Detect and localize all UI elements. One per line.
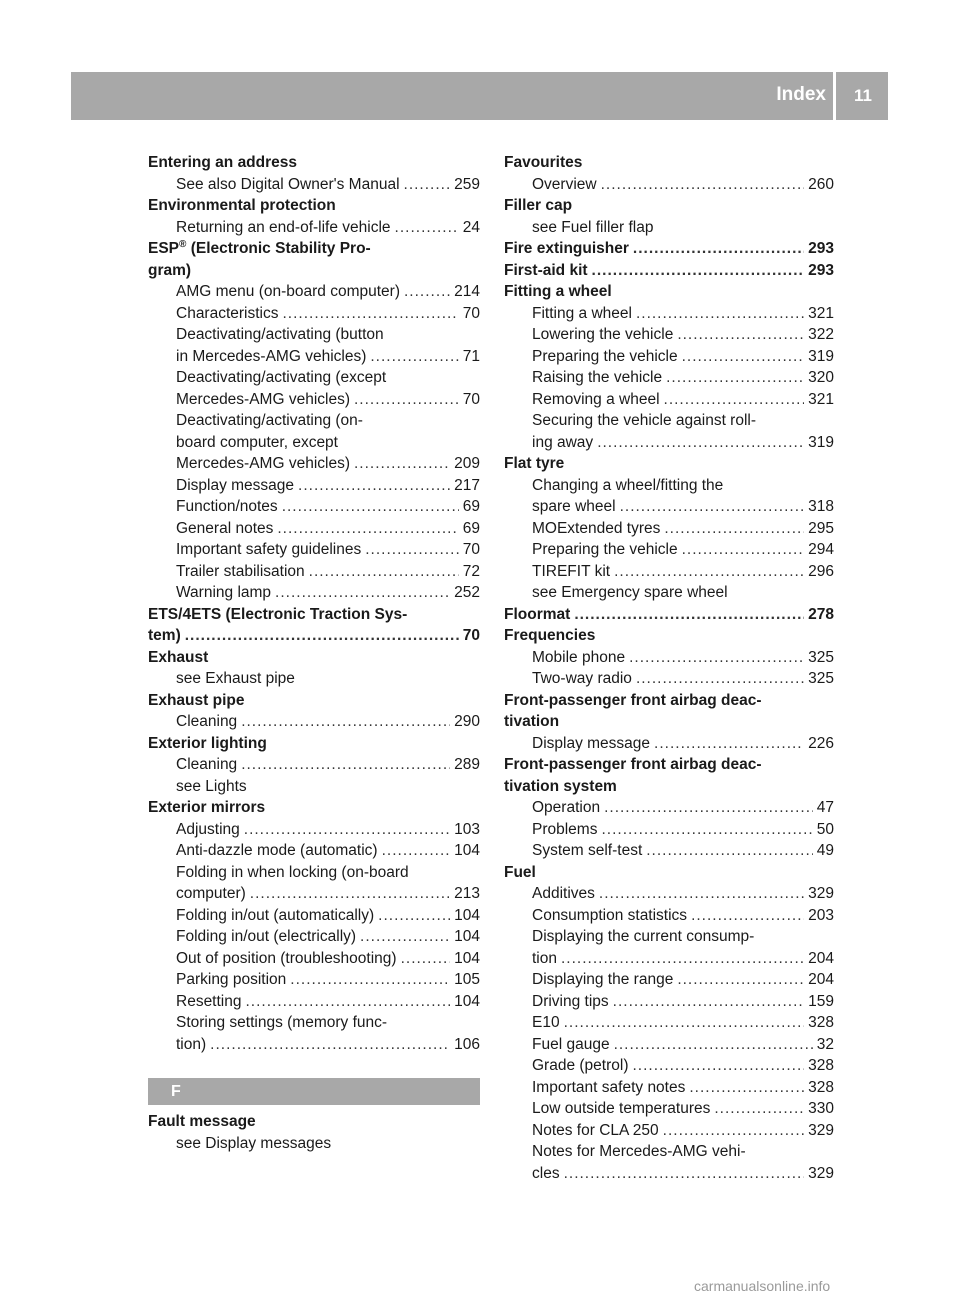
entry-text: Warning lamp [176, 584, 272, 601]
page-ref: 226 [808, 734, 834, 752]
entry-text: Cleaning [176, 713, 238, 730]
page-ref: 278 [808, 605, 834, 623]
page-ref: 329 [808, 1164, 834, 1182]
page-ref: 104 [454, 906, 480, 924]
page-ref: 328 [808, 1057, 834, 1074]
dot-leader [691, 905, 804, 927]
dot-leader [664, 518, 804, 540]
page-number: 11 [854, 86, 872, 105]
entry-text: Notes for CLA 250 [532, 1121, 659, 1139]
entry-text: Display message [532, 734, 651, 752]
page-ref: 217 [454, 476, 480, 494]
index-subentry: Deactivating/activating (except [176, 369, 387, 386]
page-ref: 49 [816, 842, 834, 859]
entry-text: Display message [176, 476, 295, 494]
entry-text: ing away [532, 433, 594, 451]
entry-text: Folding in/out (automatically) [176, 906, 375, 924]
index-subentry [504, 324, 834, 346]
page-ref: 104 [454, 928, 480, 945]
dot-leader [245, 991, 450, 1013]
index-subentry [148, 948, 480, 970]
index-heading: Flat tyre [504, 455, 565, 472]
dot-leader [677, 969, 804, 991]
index-subentry [504, 668, 834, 690]
page-ref: 328 [808, 1014, 834, 1031]
page-ref: 103 [454, 820, 480, 838]
index-subentry: see Emergency spare wheel [532, 584, 728, 601]
page-ref: 294 [808, 541, 834, 558]
index-subentry: Storing settings (memory func- [176, 1014, 388, 1031]
entry-text: E10 [532, 1014, 560, 1031]
page-ref: 293 [808, 261, 834, 279]
index-heading: Exhaust [148, 648, 209, 666]
page-ref: 325 [808, 648, 834, 666]
index-subentry: Folding in when locking (on-board [176, 863, 409, 881]
entry-text: TIREFIT kit [532, 562, 611, 580]
index-subentry [148, 819, 480, 841]
index-subentry [148, 389, 480, 411]
index-subentry [504, 1034, 834, 1056]
dot-leader [714, 1098, 804, 1120]
index-heading: Exhaust pipe [148, 691, 245, 709]
page-ref: 70 [462, 541, 480, 558]
index-subentry [504, 303, 834, 325]
dot-leader [354, 389, 459, 411]
index-subentry: see Fuel filler flap [532, 218, 654, 236]
page-ref: 260 [808, 175, 834, 193]
entry-text: tem) [148, 627, 181, 644]
page-ref: 320 [808, 369, 834, 386]
entry-text: Raising the vehicle [532, 369, 663, 386]
dot-leader [620, 496, 805, 518]
page-ref: 159 [808, 992, 834, 1010]
page-ref: 104 [454, 992, 480, 1010]
page-ref: 70 [462, 304, 480, 322]
index-subentry: Notes for Mercedes-AMG vehi- [532, 1143, 746, 1160]
dot-leader [360, 926, 450, 948]
index-heading [504, 604, 834, 626]
dot-leader [663, 1120, 804, 1142]
page-ref: 213 [454, 885, 480, 902]
index-heading: Favourites [504, 154, 583, 171]
page-ref: 72 [462, 562, 480, 580]
index-heading: Front-passenger front airbag deac- [504, 691, 762, 709]
index-subentry [504, 174, 834, 196]
index-subentry [148, 346, 480, 368]
dot-leader [283, 303, 459, 325]
page-ref: 104 [454, 949, 480, 967]
index-heading: Fault message [148, 1113, 256, 1130]
dot-leader [354, 453, 450, 475]
section-letter-bar: F [148, 1078, 480, 1105]
index-subentry [504, 346, 834, 368]
dot-leader [574, 604, 804, 626]
page-ref: 106 [454, 1035, 480, 1053]
entry-text: General notes [176, 519, 274, 537]
dot-leader [210, 1034, 450, 1056]
dot-leader [592, 260, 805, 282]
entry-text: Displaying the range [532, 971, 674, 988]
page-ref: 293 [808, 240, 834, 257]
entry-text: cles [532, 1164, 560, 1182]
dot-leader [664, 389, 805, 411]
dot-leader [395, 217, 459, 239]
index-subentry: Securing the vehicle against roll- [532, 412, 757, 429]
entry-text: ESP [148, 240, 180, 257]
index-subentry [504, 647, 834, 669]
index-subentry [148, 905, 480, 927]
index-column-right [504, 152, 834, 1184]
index-subentry [504, 883, 834, 905]
page-ref: 329 [808, 1121, 834, 1139]
page-ref: 70 [462, 627, 480, 644]
page-ref: 290 [454, 713, 480, 730]
dot-leader [689, 1077, 804, 1099]
index-subentry [148, 926, 480, 948]
dot-leader [666, 367, 804, 389]
dot-leader [382, 840, 451, 862]
entry-text: Fire extinguisher [504, 240, 629, 257]
dot-leader [298, 475, 450, 497]
header-title: Index [776, 84, 826, 105]
page-ref: 322 [808, 326, 834, 343]
dot-leader [275, 582, 450, 604]
index-subentry [504, 1077, 834, 1099]
index-subentry: see Exhaust pipe [176, 670, 295, 687]
entry-text: See also Digital Owner's Manual [176, 175, 400, 193]
dot-leader [241, 711, 450, 733]
index-subentry [504, 561, 834, 583]
page-ref: 321 [808, 304, 834, 322]
index-subentry [148, 281, 480, 303]
dot-leader [601, 819, 812, 841]
dot-leader [654, 733, 804, 755]
index-subentry [148, 840, 480, 862]
index-subentry [504, 797, 834, 819]
entry-text: Adjusting [176, 820, 240, 838]
dot-leader [378, 905, 450, 927]
index-heading [504, 238, 834, 260]
entry-text: (Electronic Stability Pro- [186, 240, 371, 257]
page-ref: 105 [454, 971, 480, 988]
index-subentry [148, 991, 480, 1013]
page-ref: 289 [454, 756, 480, 773]
index-heading [504, 260, 834, 282]
index-subentry [504, 1120, 834, 1142]
index-subentry [148, 711, 480, 733]
dot-leader [632, 1055, 804, 1077]
entry-text: Lowering the vehicle [532, 326, 674, 343]
page-ref: 318 [808, 498, 834, 515]
page-ref: 296 [808, 562, 834, 580]
entry-text: Important safety guidelines [176, 541, 362, 558]
index-subentry [504, 496, 834, 518]
page-ref: 204 [808, 949, 834, 967]
index-subentry [504, 905, 834, 927]
page-ref: 330 [808, 1100, 834, 1117]
index-subentry [504, 1055, 834, 1077]
page-ref: 50 [816, 820, 834, 838]
header-divider [833, 72, 836, 120]
index-heading: Exterior mirrors [148, 799, 266, 816]
dot-leader [682, 539, 805, 561]
watermark: carmanualsonline.info [694, 1278, 831, 1294]
page-ref: 214 [454, 283, 480, 300]
entry-text: System self-test [532, 842, 643, 859]
entry-text: Mercedes-AMG vehicles) [176, 390, 350, 408]
index-subentry [148, 475, 480, 497]
index-subentry [504, 518, 834, 540]
index-subentry [504, 1163, 834, 1185]
index-column-left [148, 152, 480, 1154]
index-heading: Fuel [504, 863, 536, 881]
dot-leader [597, 432, 804, 454]
index-heading: tivation [504, 713, 560, 730]
index-subentry: see Lights [176, 777, 247, 795]
index-subentry: Deactivating/activating (on- [176, 412, 363, 429]
page-ref: 47 [816, 799, 834, 816]
index-subentry [504, 389, 834, 411]
dot-leader [244, 819, 450, 841]
entry-text: Folding in/out (electrically) [176, 928, 357, 945]
entry-text: Mobile phone [532, 648, 626, 666]
index-subentry [504, 733, 834, 755]
entry-text: Floormat [504, 605, 571, 623]
page-ref: 203 [808, 906, 834, 924]
index-heading: Front-passenger front airbag deac- [504, 756, 762, 773]
entry-text: tion [532, 949, 557, 967]
index-subentry [504, 432, 834, 454]
entry-text: AMG menu (on-board computer) [176, 283, 400, 300]
index-heading: tivation system [504, 777, 617, 795]
entry-text: Removing a wheel [532, 390, 660, 408]
index-subentry: see Display messages [176, 1134, 332, 1152]
index-subentry [148, 582, 480, 604]
index-subentry: Deactivating/activating (button [176, 326, 384, 343]
index-heading [148, 625, 480, 647]
index-subentry [504, 1012, 834, 1034]
index-heading: Filler cap [504, 197, 573, 214]
dot-leader [629, 647, 804, 669]
page-ref: 328 [808, 1078, 834, 1096]
entry-text: Driving tips [532, 992, 609, 1010]
dot-leader [614, 1034, 813, 1056]
index-subentry [148, 453, 480, 475]
dot-leader [564, 1163, 805, 1185]
dot-leader [636, 668, 804, 690]
dot-leader [682, 346, 805, 368]
index-subentry [504, 969, 834, 991]
page-ref: 204 [808, 971, 834, 988]
dot-leader [646, 840, 813, 862]
dot-leader [636, 303, 804, 325]
index-subentry [148, 539, 480, 561]
index-subentry [504, 819, 834, 841]
entry-text: Grade (petrol) [532, 1057, 629, 1074]
index-subentry [148, 496, 480, 518]
entry-text: Problems [532, 820, 598, 838]
dot-leader [282, 496, 459, 518]
entry-text: Consumption statistics [532, 906, 688, 924]
entry-text: Overview [532, 175, 597, 193]
entry-text: in Mercedes-AMG vehicles) [176, 347, 367, 365]
index-subentry [148, 883, 480, 905]
page-ref: 209 [454, 455, 480, 472]
page-ref: 319 [808, 433, 834, 451]
page-ref: 24 [462, 218, 480, 236]
index-subentry: board computer, except [176, 433, 338, 451]
entry-text: Anti-dazzle mode (automatic) [176, 842, 378, 859]
index-heading: Entering an address [148, 154, 298, 171]
entry-text: Two-way radio [532, 670, 632, 687]
page-ref: 259 [454, 175, 480, 193]
page-ref: 319 [808, 347, 834, 365]
index-heading: ETS/4ETS (Electronic Traction Sys- [148, 605, 408, 623]
index-subentry [148, 518, 480, 540]
entry-text: First-aid kit [504, 261, 588, 279]
index-heading: gram) [148, 261, 192, 279]
dot-leader [604, 797, 813, 819]
page-ref: 71 [462, 347, 480, 365]
index-subentry [504, 539, 834, 561]
index-subentry [148, 754, 480, 776]
dot-leader [564, 1012, 805, 1034]
dot-leader [290, 969, 450, 991]
index-subentry [148, 174, 480, 196]
dot-leader [633, 238, 804, 260]
page-ref: 295 [808, 519, 834, 537]
index-subentry [148, 969, 480, 991]
dot-leader [401, 948, 451, 970]
index-heading: Fitting a wheel [504, 283, 612, 300]
page-ref: 329 [808, 885, 834, 902]
page-ref: 104 [454, 842, 480, 859]
dot-leader [404, 174, 451, 196]
dot-leader [185, 625, 459, 647]
page-ref: 69 [462, 498, 480, 515]
index-subentry: Displaying the current consump- [532, 928, 755, 945]
dot-leader [599, 883, 804, 905]
entry-text: Cleaning [176, 756, 238, 773]
entry-text: Returning an end-of-life vehicle [176, 218, 391, 236]
dot-leader [365, 539, 459, 561]
index-heading: Frequencies [504, 627, 596, 644]
index-subentry [148, 1034, 480, 1056]
index-subentry [148, 561, 480, 583]
dot-leader [404, 281, 450, 303]
dot-leader [241, 754, 450, 776]
entry-text: Fuel gauge [532, 1035, 610, 1053]
entry-text: Operation [532, 799, 601, 816]
index-heading: Exterior lighting [148, 734, 267, 752]
entry-text: Mercedes-AMG vehicles) [176, 455, 350, 472]
index-subentry [148, 217, 480, 239]
entry-text: MOExtended tyres [532, 519, 661, 537]
dot-leader [613, 991, 804, 1013]
dot-leader [614, 561, 804, 583]
index-subentry [504, 367, 834, 389]
index-subentry [504, 840, 834, 862]
entry-text: Characteristics [176, 304, 279, 322]
entry-text: Parking position [176, 971, 287, 988]
page-ref: 70 [462, 390, 480, 408]
index-heading-esp [148, 238, 480, 260]
index-subentry [504, 991, 834, 1013]
entry-text: Additives [532, 885, 595, 902]
dot-leader [370, 346, 458, 368]
page-ref: 325 [808, 670, 834, 687]
entry-text: spare wheel [532, 498, 616, 515]
entry-text: Fitting a wheel [532, 304, 632, 322]
registered-mark: ® [179, 238, 187, 250]
index-subentry: Changing a wheel/fitting the [532, 476, 724, 494]
dot-leader [561, 948, 804, 970]
entry-text: computer) [176, 885, 246, 902]
page-ref: 321 [808, 390, 834, 408]
page-ref: 252 [454, 584, 480, 601]
index-subentry [504, 1098, 834, 1120]
dot-leader [250, 883, 450, 905]
page-ref: 32 [816, 1035, 834, 1053]
index-heading: Environmental protection [148, 197, 336, 214]
entry-text: Out of position (troubleshooting) [176, 949, 397, 967]
dot-leader [677, 324, 804, 346]
entry-text: Important safety notes [532, 1078, 686, 1096]
dot-leader [601, 174, 805, 196]
dot-leader [277, 518, 458, 540]
entry-text: Resetting [176, 992, 242, 1010]
entry-text: Preparing the vehicle [532, 347, 678, 365]
entry-text: Trailer stabilisation [176, 562, 305, 580]
index-subentry [504, 948, 834, 970]
entry-text: Low outside temperatures [532, 1100, 711, 1117]
dot-leader [309, 561, 459, 583]
entry-text: Preparing the vehicle [532, 541, 678, 558]
page-ref: 69 [462, 519, 480, 537]
index-subentry [148, 303, 480, 325]
entry-text: Function/notes [176, 498, 278, 515]
entry-text: tion) [176, 1035, 207, 1053]
